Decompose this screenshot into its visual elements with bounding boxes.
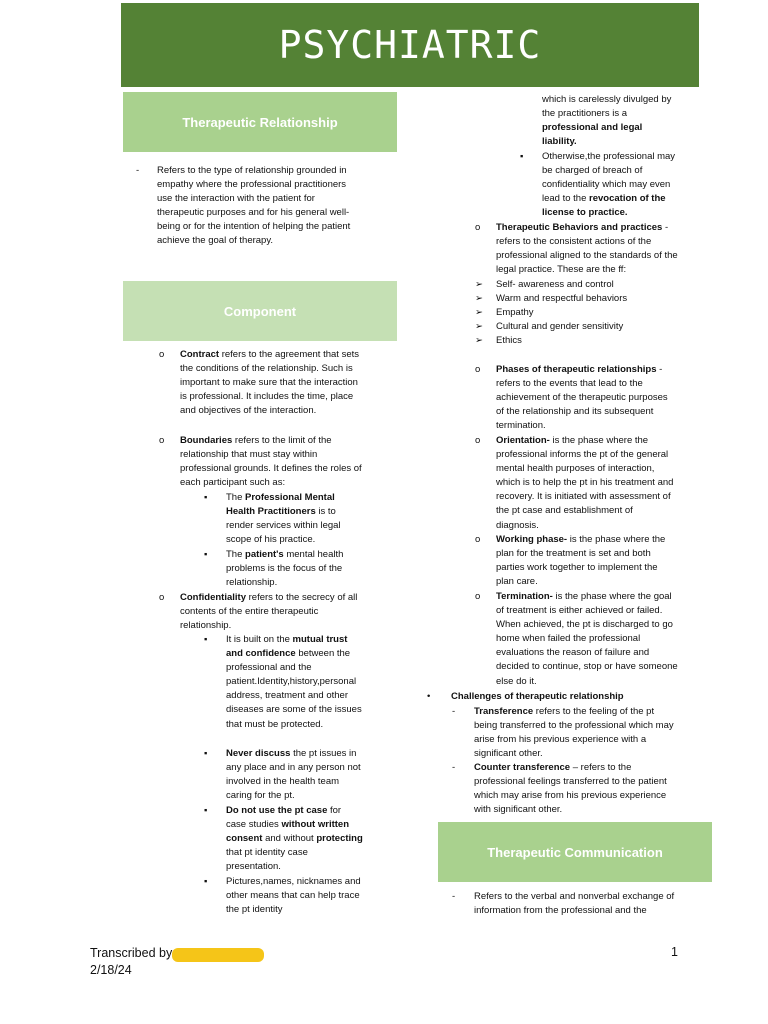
relationship-definition bbox=[136, 164, 363, 249]
term-text: - refers to the events that lead to the achievement of the therapeutic purposes of the relationship and its subsequent termination. bbox=[496, 364, 668, 432]
term: Counter transference bbox=[474, 762, 571, 773]
confidentiality-sub-item: ▪ Pictures,names, nicknames and other means that can help trace the pt identity bbox=[204, 876, 361, 916]
circle-marker: o bbox=[159, 349, 165, 360]
circle-marker: o bbox=[475, 591, 481, 602]
confidentiality-item bbox=[159, 591, 363, 633]
redaction-highlight bbox=[172, 948, 264, 962]
term-text: refers to the limit of the relationship that must stay within professional grounds. It defines the roles of each participant such as: bbox=[180, 435, 362, 489]
term: Phases of therapeutic relationships bbox=[496, 364, 657, 375]
list-item: ➢ Cultural and gender sensitivity bbox=[475, 320, 678, 334]
page-number: 1 bbox=[671, 945, 678, 959]
section-heading-component bbox=[123, 281, 397, 341]
square-marker: ▪ bbox=[204, 549, 208, 560]
counter-transference-item bbox=[452, 761, 678, 817]
title-banner bbox=[121, 3, 699, 87]
boundaries-sub-item: ▪ The Professional Mental Health Practitioners is to render services within legal scope of his practice. bbox=[204, 492, 341, 546]
term: Working phase- bbox=[496, 534, 568, 545]
list-item: ➢ Self- awareness and control bbox=[475, 278, 678, 292]
section-heading-label: Therapeutic Communication bbox=[487, 844, 663, 860]
dash-marker: - bbox=[452, 762, 456, 773]
list-item: ➢ Warm and respectful behaviors bbox=[475, 292, 678, 306]
circle-marker: o bbox=[475, 364, 481, 375]
boundaries-item bbox=[159, 434, 363, 490]
circle-marker: o bbox=[475, 534, 481, 545]
term: Contract bbox=[180, 349, 220, 360]
arrow-marker: ➢ bbox=[475, 279, 483, 290]
circle-marker: o bbox=[475, 222, 481, 233]
dash-marker: - bbox=[452, 706, 456, 717]
section-heading-therapeutic-relationship bbox=[123, 92, 397, 152]
boundaries-sub-item: ▪ The patient's mental health problems is the focus of the relationship. bbox=[204, 549, 344, 589]
confidentiality-sub-item: ▪ Otherwise,the professional may be charged of breach of confidentiality which may even lead to the revocation of the license to practice. bbox=[520, 151, 676, 219]
confidentiality-sub-item: ▪ It is built on the mutual trust and confidence between the professional and the patient.Identity,history,personal address, treatment and other diseases are some of the issues that must be protected. bbox=[204, 634, 362, 730]
circle-marker: o bbox=[475, 435, 481, 446]
arrow-marker: ➢ bbox=[475, 335, 483, 347]
square-marker: ▪ bbox=[204, 634, 208, 645]
definition-text: Refers to the type of relationship grounded in empathy where the professional practitioners use the interaction with the patient for therapeutic purposes and for his general well-being or for the intention of helping the patient achieve the goal of therapy. bbox=[157, 165, 351, 247]
circle-marker: o bbox=[159, 435, 165, 446]
term-text: refers to the agreement that sets the conditions of the relationship. Such is important to make sure that the interaction is professional. It includes the time, place and objectives of the interaction. bbox=[180, 349, 359, 417]
dash-marker: - bbox=[452, 891, 456, 902]
term-text: refers to the feeling of the pt being transferred to the professional which may arise from his previous experience with a significant other. bbox=[474, 706, 674, 760]
list-item: ➢ Empathy bbox=[475, 306, 678, 320]
section-heading-label: Component bbox=[223, 303, 297, 319]
square-marker: ▪ bbox=[204, 748, 208, 759]
contract-item bbox=[159, 348, 363, 418]
term-text: is the phase where the goal of treatment is either achieved or failed. When achieved, the pt is discharged to go home when failed the professional evaluations the reason of failure and decided to continue, stop or have someone else do it. bbox=[496, 591, 678, 687]
transcribed-by: Transcribed by bbox=[90, 946, 173, 960]
confidentiality-sub-item: ▪ Never discuss the pt issues in any place and in any person not involved in the health team caring for the pt. bbox=[204, 748, 361, 802]
transference-item bbox=[452, 705, 678, 761]
termination-item bbox=[475, 590, 678, 689]
therapeutic-behaviors-item bbox=[475, 221, 678, 277]
term-text: – refers to the professional feelings transferred to the patient which may arise from his previous experience with significant other. bbox=[474, 762, 667, 816]
circle-marker: o bbox=[159, 592, 165, 603]
footer bbox=[90, 945, 172, 979]
arrow-marker: ➢ bbox=[475, 293, 483, 305]
arrow-marker: ➢ bbox=[475, 321, 483, 333]
challenges-heading: • Challenges of therapeutic relationship bbox=[427, 690, 678, 704]
term: Boundaries bbox=[180, 435, 233, 446]
square-marker: ▪ bbox=[204, 876, 208, 887]
confidentiality-continued: which is carelessly divulged by the practitioners is a professional and legal liability. bbox=[542, 94, 672, 148]
communication-definition: - Refers to the verbal and nonverbal exchange of information from the professional and the bbox=[452, 891, 675, 917]
term: Termination- bbox=[496, 591, 553, 602]
section-heading-label: Therapeutic Relationship bbox=[182, 114, 338, 130]
term: Orientation- bbox=[496, 435, 550, 446]
arrow-marker: ➢ bbox=[475, 307, 483, 319]
dash-marker: - bbox=[136, 165, 140, 176]
term-text: - refers to the consistent actions of the professional aligned to the standards of the legal practice. These are the ff: bbox=[496, 222, 678, 276]
phases-item bbox=[475, 363, 678, 433]
page-title: PSYCHIATRIC bbox=[278, 23, 542, 67]
term: Transference bbox=[474, 706, 534, 717]
behaviors-list bbox=[475, 278, 678, 348]
bullet-marker: • bbox=[427, 691, 431, 702]
list-item: ➢ Ethics bbox=[475, 334, 678, 348]
square-marker: ▪ bbox=[204, 492, 208, 503]
term: Confidentiality bbox=[180, 592, 246, 603]
footer-date: 2/18/24 bbox=[90, 963, 132, 977]
square-marker: ▪ bbox=[204, 805, 208, 816]
orientation-item bbox=[475, 434, 678, 533]
square-marker: ▪ bbox=[520, 151, 524, 162]
term-text: is the phase where the professional informs the pt of the general mental health purposes of interaction, which is to help the pt in his treatment and recovery. It is initiated with assessment of the pt case and establishment of diagnosis. bbox=[496, 435, 674, 531]
term-text: is the phase where the plan for the treatment is set and both parties work together to implement the plan care. bbox=[496, 534, 666, 588]
confidentiality-sub-item: ▪ Do not use the pt case for case studies without written consent and without protecting that pt identity case presentation. bbox=[204, 805, 363, 873]
working-phase-item bbox=[475, 533, 678, 589]
section-heading-therapeutic-communication bbox=[438, 822, 712, 882]
term: Therapeutic Behaviors and practices bbox=[496, 222, 663, 233]
term-text: refers to the secrecy of all contents of the entire therapeutic relationship. bbox=[180, 592, 358, 632]
